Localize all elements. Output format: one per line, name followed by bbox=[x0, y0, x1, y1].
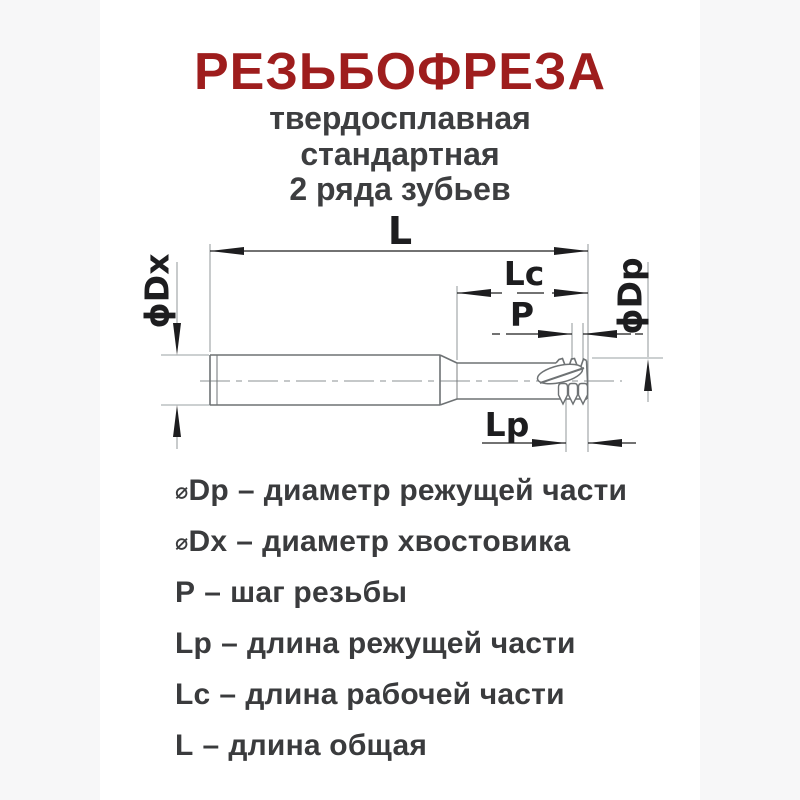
legend-row-dp bbox=[175, 466, 685, 517]
shank bbox=[210, 355, 440, 405]
legend-description: диаметр режущей части bbox=[263, 474, 628, 507]
legend-description: длина рабочей части bbox=[245, 678, 565, 712]
legend-row-lp bbox=[175, 619, 685, 670]
legend-separator: – bbox=[221, 627, 238, 661]
legend-description: диаметр хвостовика bbox=[262, 525, 571, 559]
legend-separator: – bbox=[237, 474, 255, 507]
legend-symbol: Dx bbox=[188, 525, 228, 559]
dimension-lines bbox=[210, 251, 643, 443]
dim-label-Lp: Lp bbox=[484, 405, 530, 444]
legend-symbol: Lc bbox=[175, 678, 211, 712]
neck-taper bbox=[440, 355, 457, 405]
head-bottom-teeth bbox=[559, 384, 588, 405]
subtitle-line: стандартная bbox=[300, 135, 500, 172]
legend-symbol: Dp bbox=[188, 474, 229, 507]
legend-description: длина режущей части bbox=[246, 627, 576, 661]
legend bbox=[175, 466, 685, 773]
extension-lines bbox=[161, 244, 663, 452]
legend-description: шаг резьбы bbox=[230, 576, 408, 610]
dim-label-Lc: Lc bbox=[503, 254, 545, 293]
legend-symbol: Lp bbox=[175, 627, 213, 661]
legend-row-p bbox=[175, 568, 685, 619]
legend-separator: – bbox=[204, 576, 222, 610]
dim-label-L: L bbox=[387, 209, 413, 253]
tool-body bbox=[210, 355, 588, 405]
dim-label-Dp: ϕDp bbox=[610, 257, 650, 335]
subtitle-line: твердосплавная bbox=[269, 100, 531, 136]
dimension-arrows bbox=[173, 247, 652, 447]
diameter-sign: ⌀ bbox=[175, 530, 189, 556]
legend-separator: – bbox=[236, 525, 254, 559]
legend-symbol: P bbox=[175, 576, 196, 610]
legend-separator: – bbox=[219, 678, 237, 712]
subtitle-line: 2 ряда зубьев bbox=[289, 171, 511, 207]
legend-row-lc bbox=[175, 670, 685, 721]
diameter-sign: ⌀ bbox=[175, 479, 189, 505]
legend-separator: – bbox=[202, 729, 220, 763]
legend-description: длина общая bbox=[228, 729, 428, 763]
legend-row-dx bbox=[175, 517, 685, 568]
legend-symbol: L bbox=[175, 729, 194, 763]
dim-label-Dx: ϕDx bbox=[137, 253, 177, 329]
page-title: РЕЗЬБОФРЕЗА bbox=[193, 43, 607, 101]
dim-label-P: P bbox=[509, 295, 535, 334]
legend-row-l bbox=[175, 721, 685, 772]
